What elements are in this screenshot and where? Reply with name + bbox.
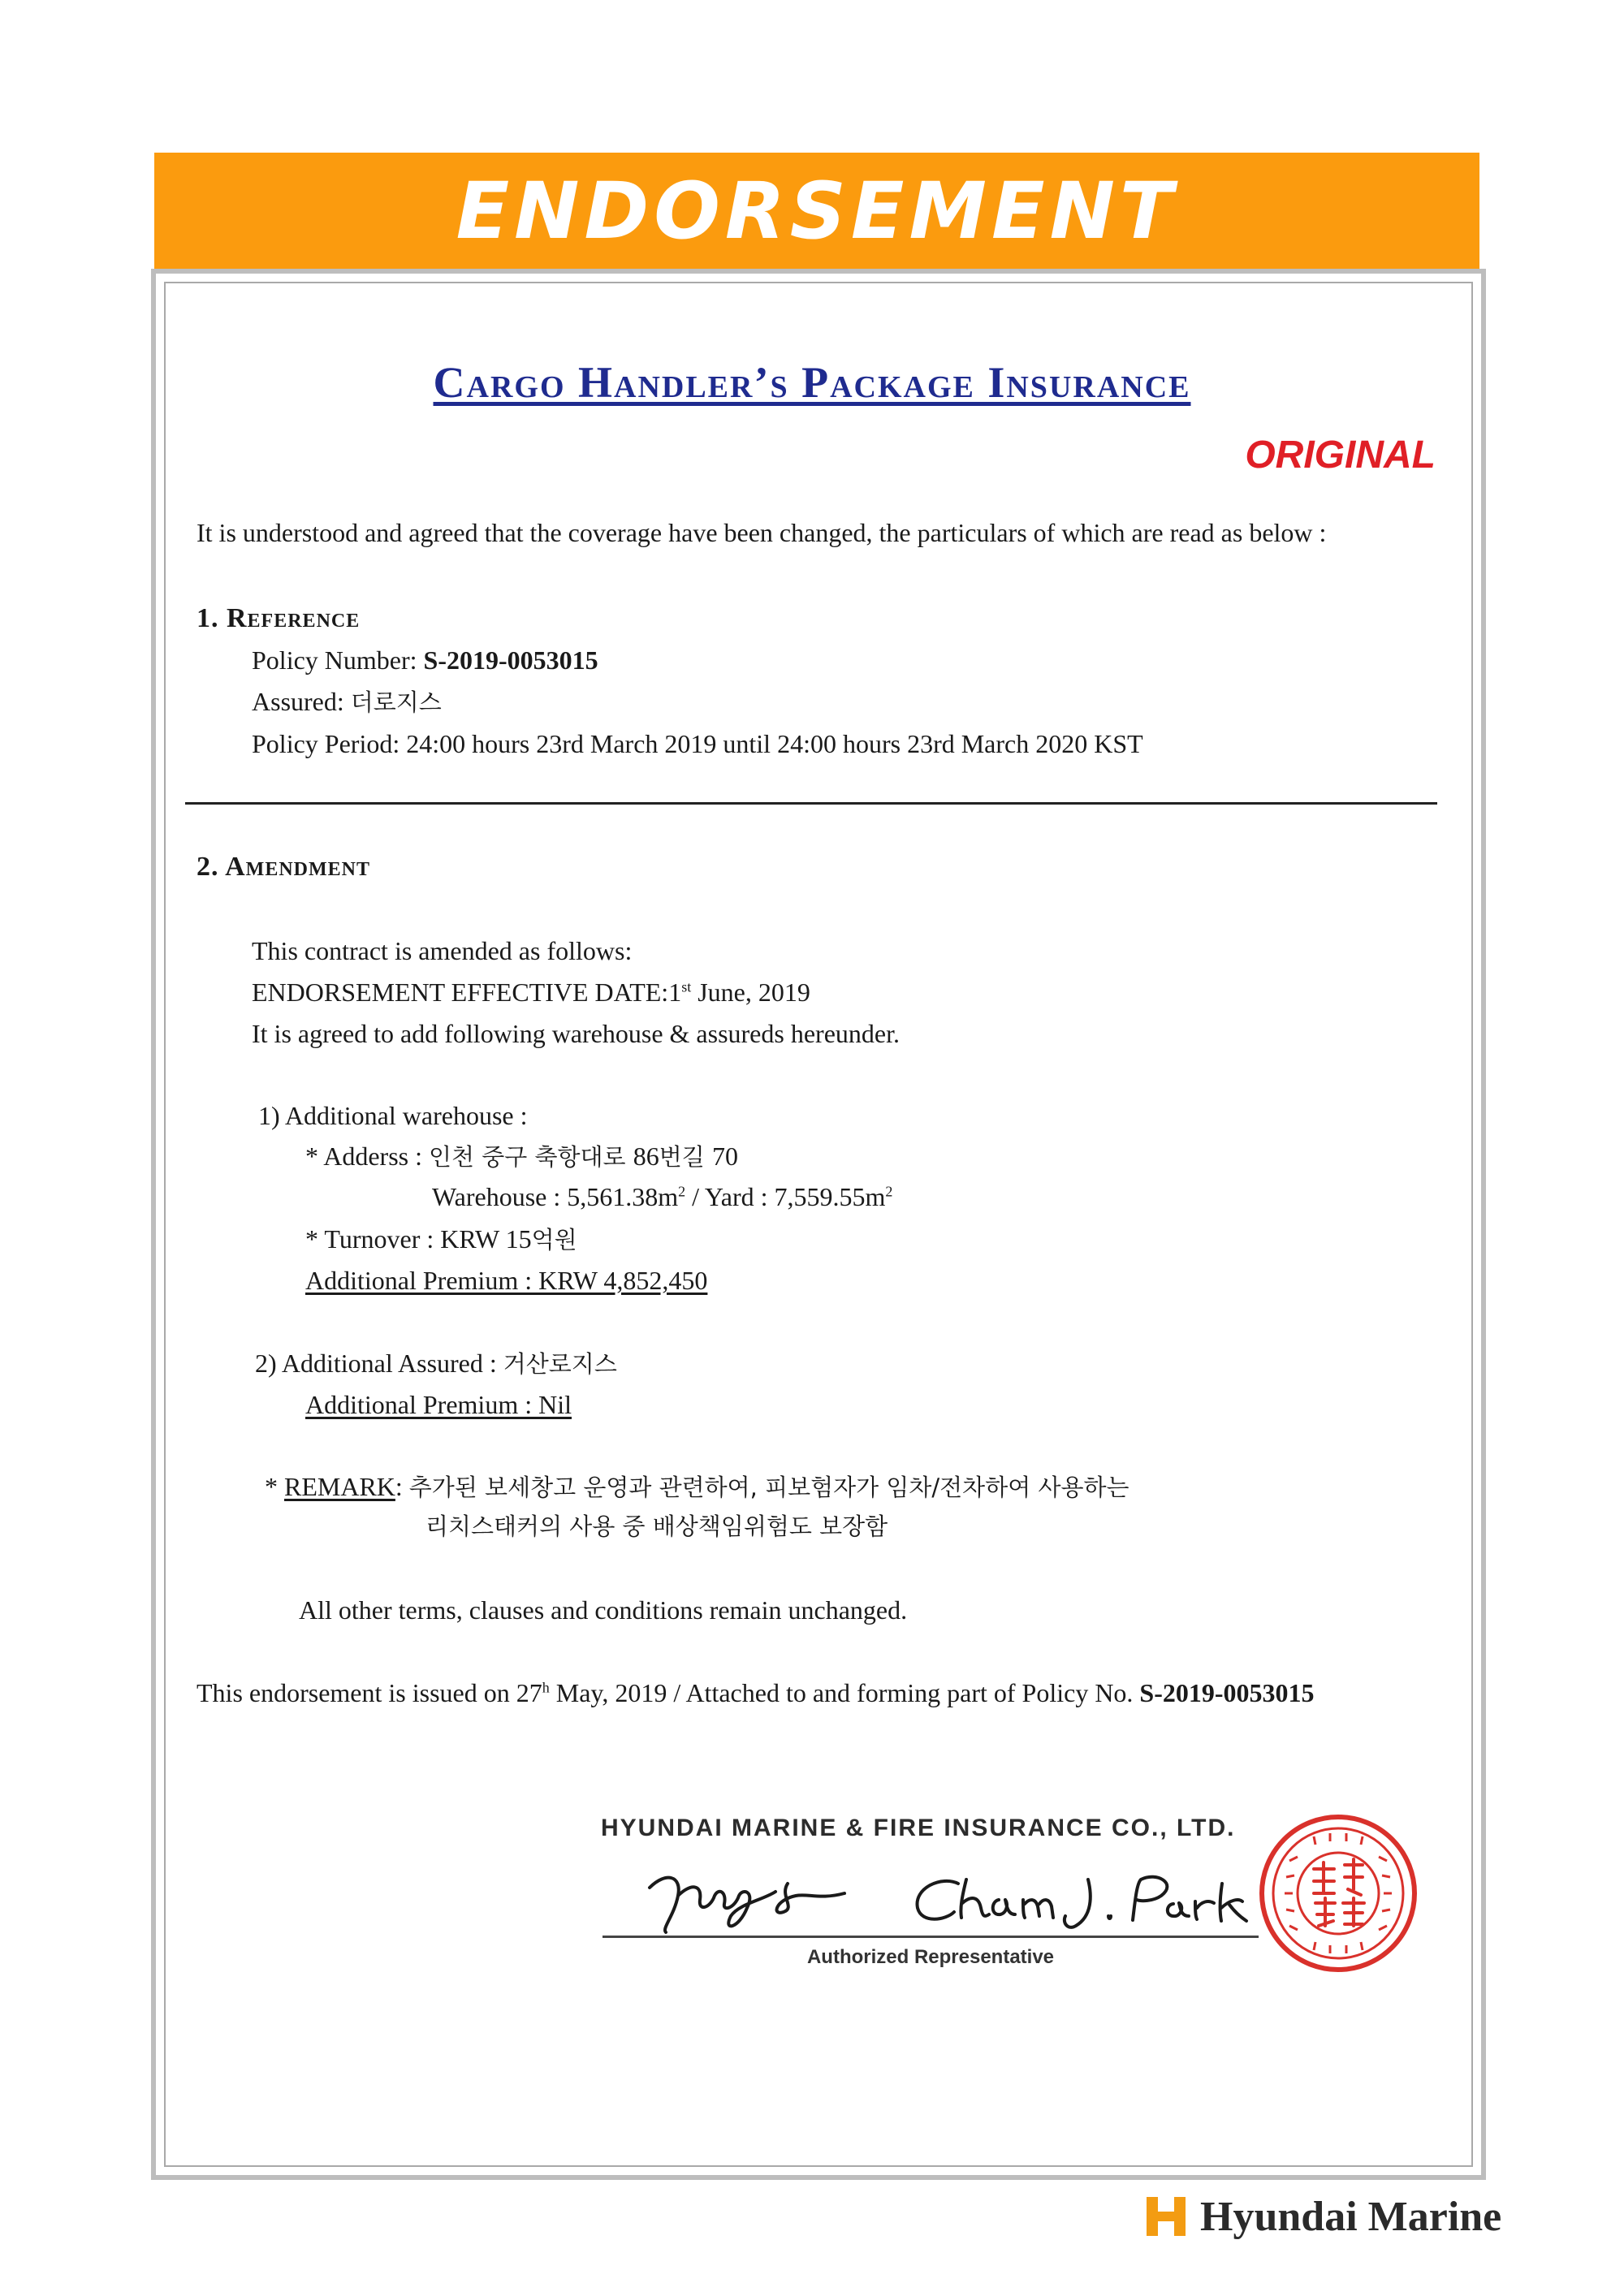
issued-text-a: This endorsement is issued on 27 — [197, 1678, 542, 1707]
additional-premium-1: Additional Premium : KRW 4,852,450 — [305, 1266, 708, 1295]
closing-text: All other terms, clauses and conditions remain unchanged. — [299, 1595, 908, 1625]
additional-assured-value: 거산로지스 — [503, 1350, 617, 1378]
policy-number-line — [252, 647, 598, 673]
issued-policy-number: S-2019-0053015 — [1139, 1678, 1315, 1707]
turnover-line — [305, 1226, 577, 1252]
remark-text-1: 추가된 보세창고 운영과 관련하여, 피보험자가 임차/전차하여 사용하는 — [408, 1474, 1129, 1501]
address-korean: 인천 중구 축항대로 — [429, 1143, 633, 1171]
amendment-line1: This contract is amended as follows: — [252, 936, 633, 965]
assured-line — [252, 688, 442, 714]
handwritten-signature — [633, 1851, 1250, 1940]
additional-assured-line — [255, 1350, 617, 1376]
turnover-label: * Turnover : KRW 15 — [305, 1224, 532, 1254]
warehouse-address-line — [305, 1143, 738, 1169]
assured-value: 더로지스 — [350, 688, 442, 716]
address-number-2: 70 — [712, 1142, 739, 1171]
issued-text-b: May, 2019 / Attached to and forming part of Policy No. — [549, 1678, 1140, 1707]
yard-area-sup: 2 — [885, 1183, 893, 1200]
remark-colon: : — [395, 1472, 409, 1501]
address-label: * Adderss : — [305, 1142, 429, 1171]
effective-date-sup: st — [681, 978, 692, 995]
effective-date-line — [252, 979, 810, 1005]
address-korean-2: 번길 — [659, 1143, 713, 1171]
company-name: HYUNDAI MARINE & FIRE INSURANCE CO., LTD. — [601, 1815, 1236, 1841]
signature-line — [603, 1936, 1259, 1938]
company-seal-icon — [1257, 1812, 1419, 1974]
policy-number-label: Policy Number: — [252, 645, 424, 675]
authorized-representative-label: Authorized Representative — [806, 1946, 1055, 1968]
remark-label: REMARK — [284, 1472, 395, 1501]
remark-line1 — [265, 1474, 1129, 1500]
additional-warehouse-heading: 1) Additional warehouse : — [258, 1101, 528, 1130]
additional-premium-2: Additional Premium : Nil — [305, 1390, 572, 1419]
warehouse-area-sup: 2 — [678, 1183, 686, 1200]
hyundai-marine-logo-icon — [1143, 2194, 1189, 2239]
document-title: Cargo Handler’s Package Insurance — [433, 358, 1191, 407]
amendment-heading: 2. Amendment — [197, 852, 371, 882]
amendment-line3: It is agreed to add following warehouse & assureds hereunder. — [252, 1019, 900, 1048]
footer-brand — [1143, 2192, 1501, 2241]
warehouse-area: Warehouse : 5,561.38m — [432, 1182, 679, 1211]
policy-period: Policy Period: 24:00 hours 23rd March 2019 until 24:00 hours 23rd March 2020 KST — [252, 729, 1143, 758]
turnover-korean: 억원 — [531, 1226, 577, 1254]
endorsement-banner — [154, 153, 1479, 269]
policy-number-value: S-2019-0053015 — [423, 645, 598, 675]
intro-text: It is understood and agreed that the coverage have been changed, the particulars of which are read as below : — [197, 518, 1327, 547]
address-number: 86 — [633, 1142, 659, 1171]
issued-sup: h — [542, 1679, 550, 1696]
additional-assured-label: 2) Additional Assured : — [255, 1349, 503, 1378]
assured-label: Assured: — [252, 687, 351, 716]
effective-date-rest: June, 2019 — [691, 978, 810, 1007]
footer-brand-name: Hyundai Marine — [1200, 2193, 1502, 2240]
remark-prefix: * — [265, 1472, 284, 1501]
yard-area: / Yard : 7,559.55m — [685, 1182, 886, 1211]
effective-date-label: ENDORSEMENT EFFECTIVE DATE:1 — [252, 978, 682, 1007]
issued-line — [197, 1680, 1315, 1706]
reference-heading: 1. Reference — [197, 603, 361, 633]
warehouse-area-line — [432, 1184, 892, 1210]
remark-text-2: 리치스태커의 사용 중 배상책임위험도 보장함 — [425, 1513, 888, 1540]
banner-title: ENDORSEMENT — [456, 165, 1178, 257]
section-divider — [185, 802, 1437, 805]
original-label: ORIGINAL — [1245, 434, 1436, 477]
